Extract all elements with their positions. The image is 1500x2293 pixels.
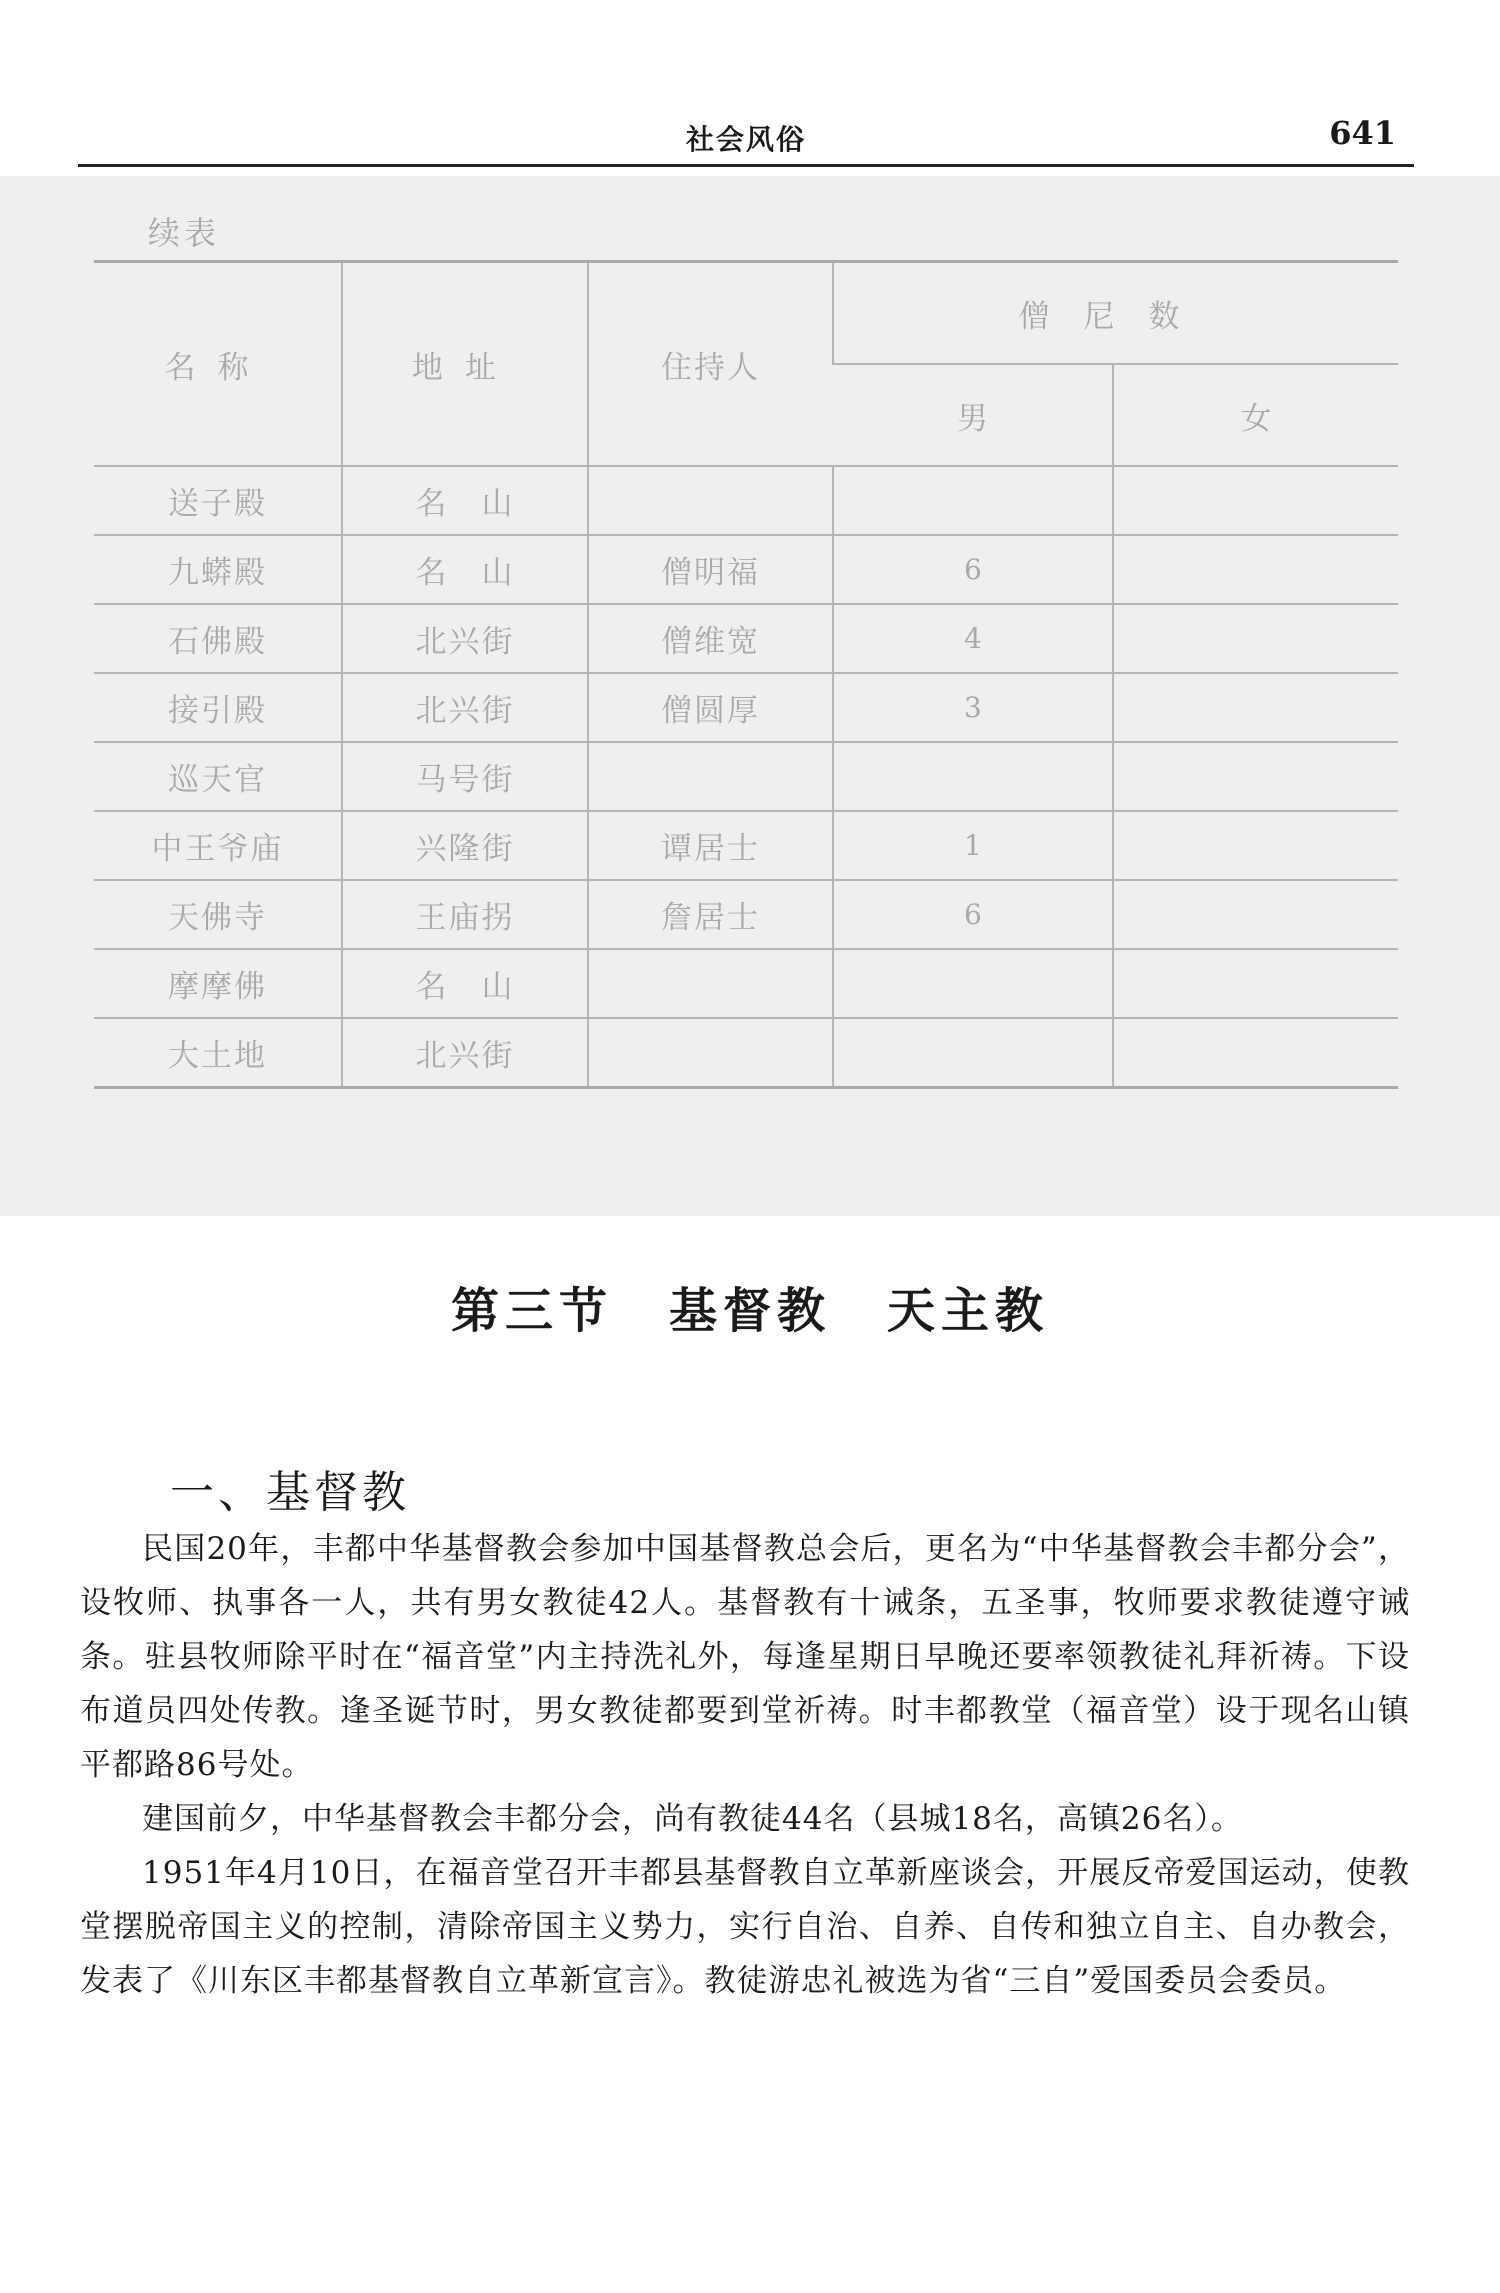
paragraph: 建国前夕，中华基督教会丰都分会，尚有教徒44名（县城18名，高镇26名）。: [142, 1801, 1243, 1837]
temple-table: [94, 260, 1398, 1089]
page-header: [78, 106, 1414, 167]
cell-address: 北兴街: [342, 1018, 588, 1088]
table-row: [94, 535, 1398, 604]
header-male: 男: [833, 364, 1113, 466]
cell-name: 接引殿: [94, 673, 342, 742]
cell-male: [833, 742, 1113, 811]
cell-name: 摩摩佛: [94, 949, 342, 1018]
header-female: 女: [1113, 364, 1398, 466]
cell-address: 名 山: [342, 949, 588, 1018]
cell-name: 巡天官: [94, 742, 342, 811]
cell-female: [1113, 949, 1398, 1018]
cell-name: 中王爷庙: [94, 811, 342, 880]
cell-address: 名 山: [342, 466, 588, 535]
cell-male: 1: [833, 811, 1113, 880]
cell-name: 石佛殿: [94, 604, 342, 673]
table-row: [94, 604, 1398, 673]
cell-address: 王庙拐: [342, 880, 588, 949]
cell-abbot: [588, 949, 833, 1018]
cell-female: [1113, 673, 1398, 742]
cell-abbot: 詹居士: [588, 880, 833, 949]
cell-address: 北兴街: [342, 673, 588, 742]
cell-abbot: 僧明福: [588, 535, 833, 604]
paragraph: 1951年4月10日，在福音堂召开丰都县基督教自立革新座谈会，开展反帝爱国运动，使教堂摆脱帝国主义的控制，清除帝国主义势力，实行自治、自养、自传和独立自主、自办教会，发表了《川东区丰都基督教自立革新宣言》。教徒游忠礼被选为省“三自”爱国委员会委员。: [80, 1855, 1410, 1999]
table-row: [94, 742, 1398, 811]
section-title-part: 基督教: [668, 1283, 831, 1339]
table-panel: [0, 176, 1500, 1216]
running-title: 社会风俗: [685, 123, 806, 156]
cell-name: 天佛寺: [94, 880, 342, 949]
cell-female: [1113, 742, 1398, 811]
cell-abbot: [588, 742, 833, 811]
cell-female: [1113, 466, 1398, 535]
header-abbot: 住持人: [588, 262, 833, 467]
cell-name: 送子殿: [94, 466, 342, 535]
cell-male: [833, 949, 1113, 1018]
cell-female: [1113, 880, 1398, 949]
paragraph: 民国20年，丰都中华基督教会参加中国基督教总会后，更名为“中华基督教会丰都分会”，设牧师、执事各一人，共有男女教徒42人。基督教有十诫条，五圣事，牧师要求教徒遵守诫条。驻县牧师除平时在“福音堂”内主持洗礼外，每逢星期日早晚还要率领教徒礼拜祈祷。下设布道员四处传教。逢圣诞节时，男女教徒都要到堂祈祷。时丰都教堂（福音堂）设于现名山镇平都路86号处。: [80, 1531, 1410, 1783]
table-row: [94, 949, 1398, 1018]
cell-female: [1113, 1018, 1398, 1088]
section-title: [0, 1272, 1500, 1341]
cell-abbot: 僧维宽: [588, 604, 833, 673]
section-title-part: 天主教: [887, 1283, 1050, 1339]
cell-abbot: 僧圆厚: [588, 673, 833, 742]
subsection-title: 一、基督教: [170, 1467, 410, 1518]
table-row: [94, 880, 1398, 949]
section-title-part: 第三节: [450, 1283, 613, 1339]
cell-address: 马号街: [342, 742, 588, 811]
cell-male: 3: [833, 673, 1113, 742]
cell-female: [1113, 811, 1398, 880]
cell-abbot: 谭居士: [588, 811, 833, 880]
cell-male: 6: [833, 535, 1113, 604]
table-row: [94, 466, 1398, 535]
cell-name: 九蟒殿: [94, 535, 342, 604]
cell-address: 名 山: [342, 535, 588, 604]
table-continued-label: 续表: [148, 214, 221, 252]
cell-abbot: [588, 1018, 833, 1088]
body-text: [80, 1522, 1410, 2008]
cell-male: 4: [833, 604, 1113, 673]
cell-female: [1113, 535, 1398, 604]
cell-male: [833, 466, 1113, 535]
page-number: 641: [1329, 114, 1396, 152]
table-row: [94, 811, 1398, 880]
cell-name: 大土地: [94, 1018, 342, 1088]
header-name: 名称: [94, 262, 342, 467]
header-monks-nuns: 僧尼数: [833, 262, 1398, 365]
cell-female: [1113, 604, 1398, 673]
cell-male: 6: [833, 880, 1113, 949]
cell-male: [833, 1018, 1113, 1088]
cell-address: 北兴街: [342, 604, 588, 673]
cell-address: 兴隆街: [342, 811, 588, 880]
table-row: [94, 673, 1398, 742]
cell-abbot: [588, 466, 833, 535]
table-row: [94, 1018, 1398, 1088]
header-address: 地址: [342, 262, 588, 467]
